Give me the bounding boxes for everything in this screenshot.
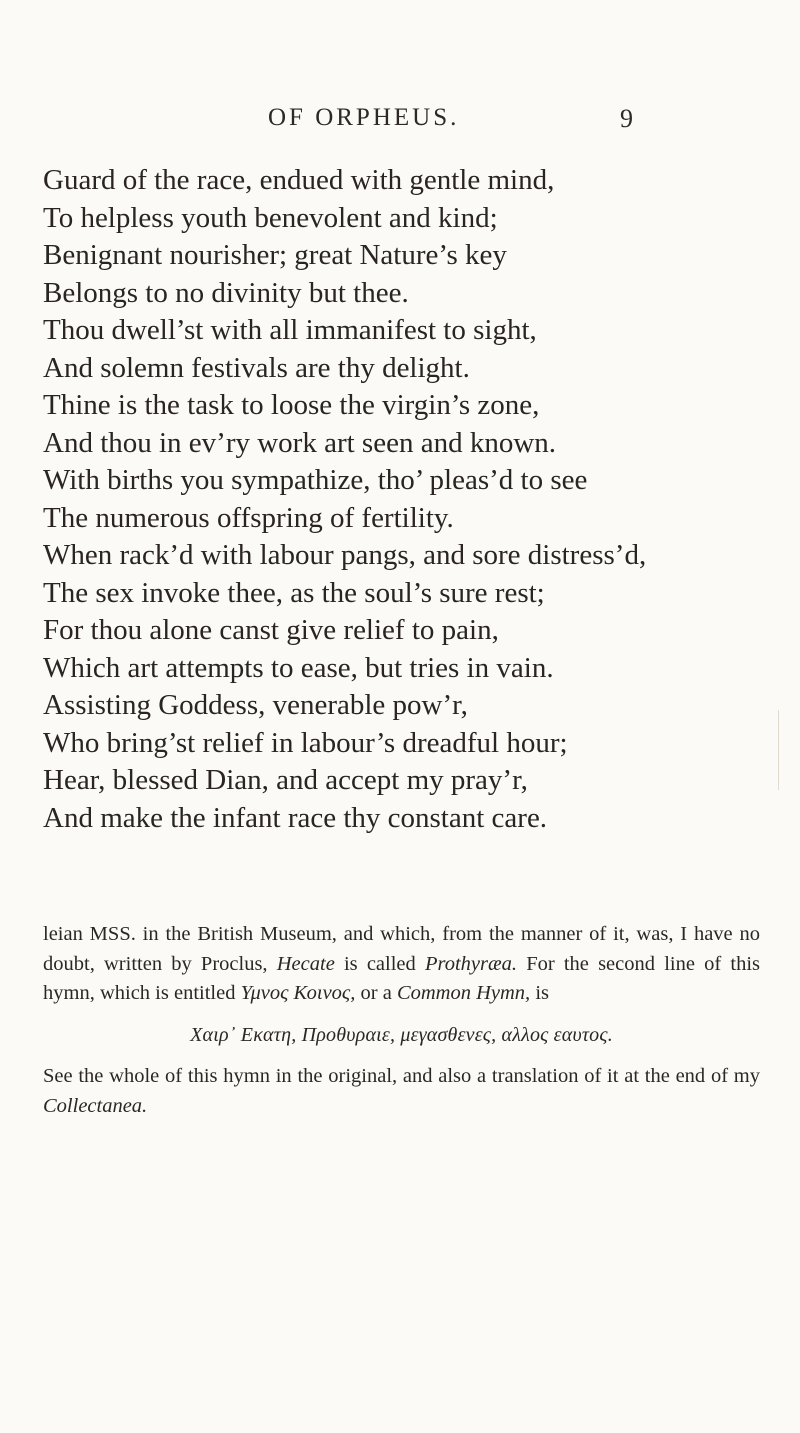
footnote-italic-prothyraea: Prothyræa.: [424, 952, 518, 975]
footnote-italic-hecate: Hecate: [276, 952, 335, 975]
footnote-text: or a: [355, 982, 397, 1004]
footnote-text: is: [530, 982, 549, 1004]
poem-text: [43, 162, 763, 837]
footnote-block: [43, 920, 760, 1121]
footnote-greek-title: Υμνος Κοινος,: [240, 982, 356, 1004]
running-title: OF ORPHEUS.: [268, 104, 460, 131]
footnote-text: is called: [334, 952, 425, 975]
poem-line: Hear, blessed Dian, and accept my pray’r,: [43, 764, 528, 796]
poem-line: Thine is the task to loose the virgin’s zone,: [43, 389, 540, 421]
poem-line: Which art attempts to ease, but tries in vain.: [43, 651, 554, 684]
poem-line: When rack’d with labour pangs, and sore distress’d,: [43, 539, 647, 571]
poem-line: And thou in ev’ry work art seen and known.: [43, 426, 557, 459]
footnote-italic-common-hymn: Common Hymn,: [396, 982, 531, 1004]
footnote-text: leian MSS. in the British Museum, and which, from the manner of it, was, I have no doubt, written by Proclus,: [43, 923, 760, 975]
poem-line: For thou alone canst give relief to pain,: [43, 614, 499, 646]
poem-line: The sex invoke thee, as the soul’s sure rest;: [43, 576, 545, 609]
poem-line: Assisting Goddess, venerable pow’r,: [43, 689, 468, 721]
poem-line: Guard of the race, endued with gentle mind,: [43, 164, 555, 196]
footnote-paragraph: [43, 920, 760, 1009]
paper-bleed-mark: [778, 710, 791, 790]
poem-line: Thou dwell’st with all immanifest to sight,: [43, 314, 537, 346]
page-number: 9: [620, 104, 633, 133]
poem-line: Who bring’st relief in labour’s dreadful hour;: [43, 726, 568, 759]
poem-line: And solemn festivals are thy delight.: [43, 351, 470, 384]
running-head: [0, 104, 800, 144]
poem-line: The numerous offspring of fertility.: [43, 501, 454, 534]
footnote-paragraph: [43, 1062, 760, 1121]
poem-line: To helpless youth benevolent and kind;: [43, 201, 498, 234]
footnote-italic-collectanea: Collectanea.: [43, 1094, 148, 1117]
footnote-text: For the second line of this hymn, which is entitled: [43, 952, 760, 1004]
footnote-greek-quote: Χαιρ᾽ Εκατη, Προθυραιε, μεγασθενες, αλλος εαυτος.: [190, 1023, 613, 1046]
poem-line: With births you sympathize, tho’ pleas’d to see: [43, 464, 588, 496]
poem-line: Benignant nourisher; great Nature’s key: [43, 239, 507, 271]
footnote-text: See the whole of this hymn in the original, and also a translation of it at the end of my: [43, 1065, 760, 1087]
poem-line: Belongs to no divinity but thee.: [43, 276, 409, 309]
poem-line: And make the infant race thy constant care.: [43, 801, 548, 834]
